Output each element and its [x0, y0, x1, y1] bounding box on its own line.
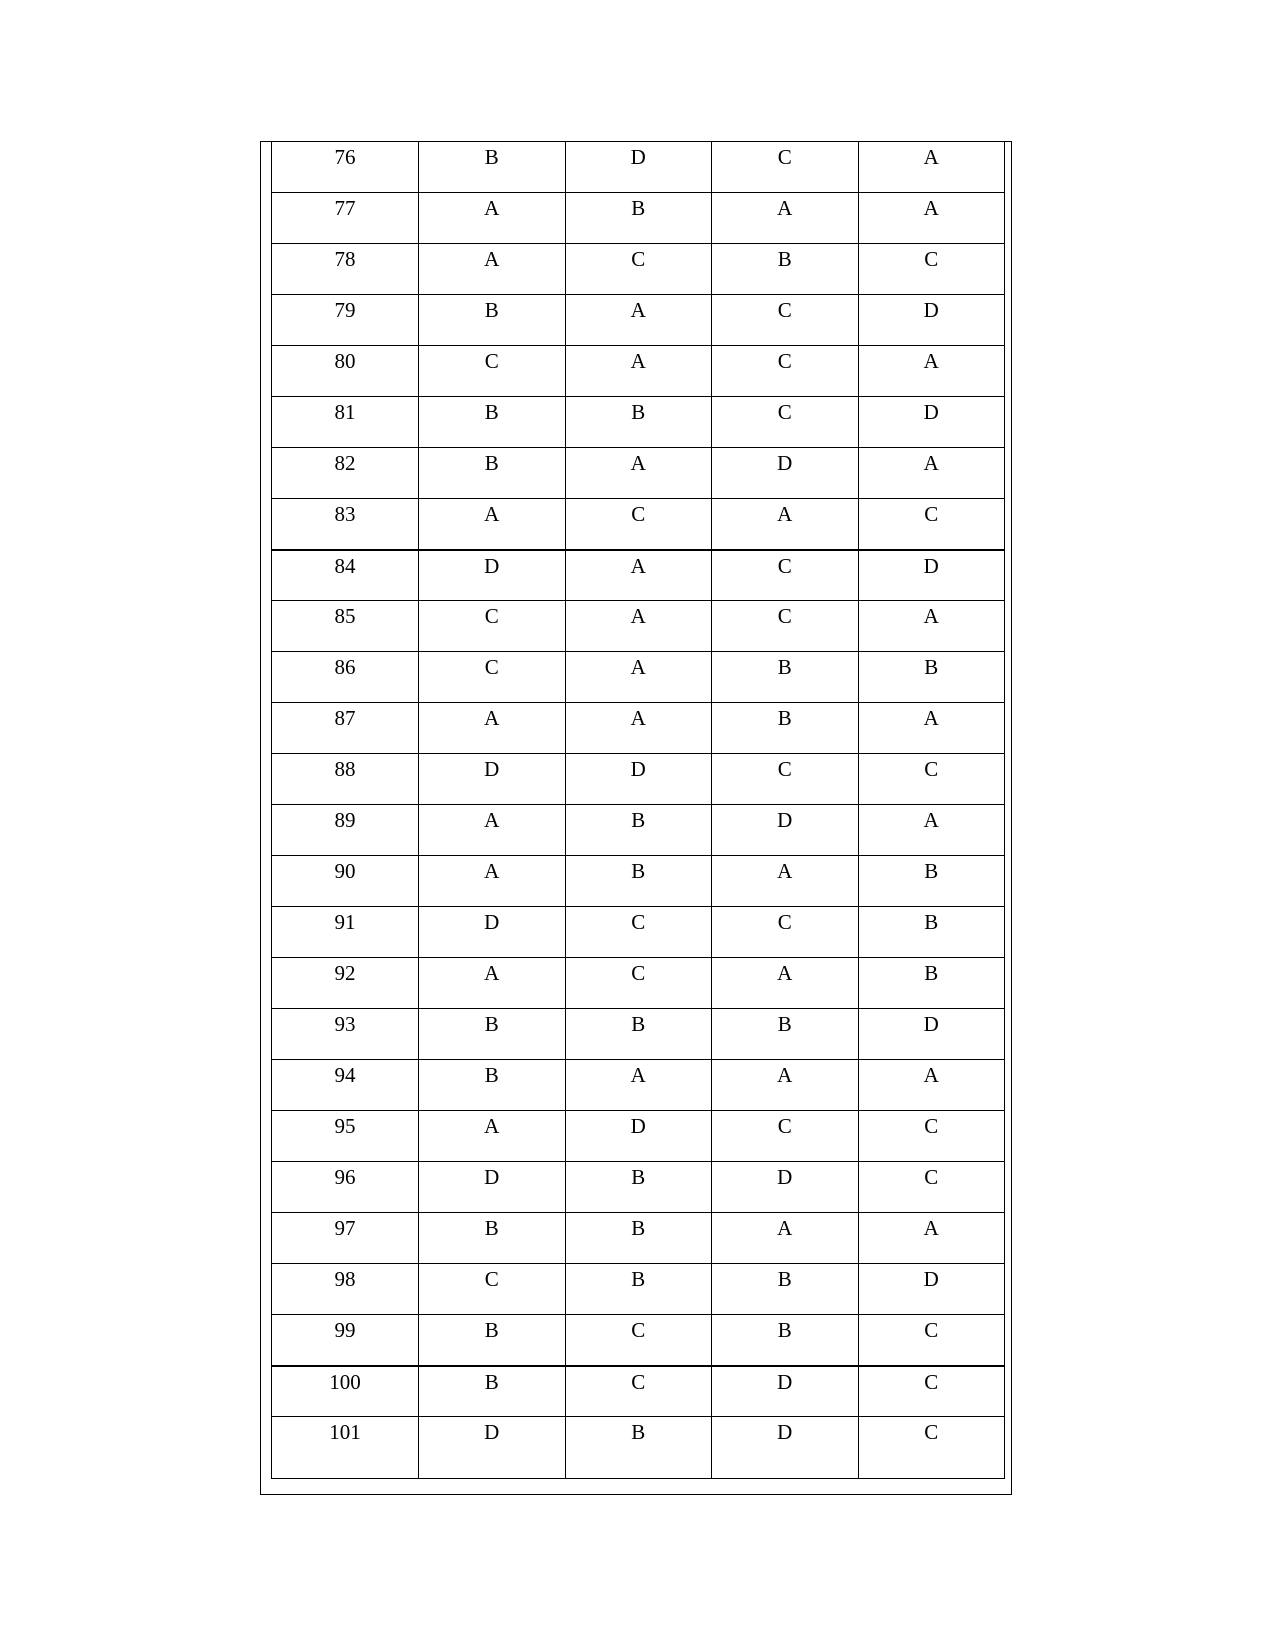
- table-row: [272, 652, 1005, 703]
- question-number-cell: 78: [272, 244, 419, 295]
- answer-cell: C: [712, 907, 859, 958]
- answer-cell: B: [858, 652, 1005, 703]
- question-number-cell: 80: [272, 346, 419, 397]
- answer-key-body: [272, 142, 1005, 1479]
- answer-cell: B: [565, 1009, 712, 1060]
- answer-cell: D: [712, 805, 859, 856]
- question-number-cell: 87: [272, 703, 419, 754]
- answer-cell: D: [419, 907, 566, 958]
- answer-cell: D: [858, 1264, 1005, 1315]
- table-row: [272, 1315, 1005, 1366]
- answer-cell: C: [712, 550, 859, 601]
- answer-cell: A: [858, 142, 1005, 193]
- question-number-cell: 92: [272, 958, 419, 1009]
- answer-cell: C: [565, 499, 712, 550]
- question-number-cell: 99: [272, 1315, 419, 1366]
- answer-cell: B: [858, 856, 1005, 907]
- answer-cell: B: [419, 142, 566, 193]
- table-row: [272, 1264, 1005, 1315]
- question-number-cell: 96: [272, 1162, 419, 1213]
- answer-cell: B: [712, 703, 859, 754]
- answer-cell: A: [858, 601, 1005, 652]
- answer-cell: B: [419, 1009, 566, 1060]
- answer-cell: D: [712, 1417, 859, 1479]
- answer-cell: C: [858, 499, 1005, 550]
- question-number-cell: 79: [272, 295, 419, 346]
- table-row: [272, 703, 1005, 754]
- answer-cell: B: [712, 244, 859, 295]
- answer-cell: B: [712, 1315, 859, 1366]
- answer-cell: B: [419, 448, 566, 499]
- answer-cell: C: [712, 601, 859, 652]
- answer-key-table: [271, 141, 1005, 1479]
- answer-cell: A: [565, 601, 712, 652]
- answer-cell: D: [565, 1111, 712, 1162]
- question-number-cell: 95: [272, 1111, 419, 1162]
- table-row: [272, 601, 1005, 652]
- table-row: [272, 1162, 1005, 1213]
- answer-cell: B: [419, 1315, 566, 1366]
- answer-cell: C: [565, 958, 712, 1009]
- table-row: [272, 1009, 1005, 1060]
- answer-cell: B: [858, 958, 1005, 1009]
- question-number-cell: 89: [272, 805, 419, 856]
- answer-cell: A: [565, 703, 712, 754]
- answer-cell: C: [858, 1162, 1005, 1213]
- table-row: [272, 856, 1005, 907]
- answer-cell: B: [565, 193, 712, 244]
- answer-cell: A: [419, 703, 566, 754]
- answer-cell: B: [712, 1264, 859, 1315]
- answer-cell: C: [712, 1111, 859, 1162]
- answer-cell: A: [858, 193, 1005, 244]
- question-number-cell: 85: [272, 601, 419, 652]
- answer-cell: B: [565, 856, 712, 907]
- table-row: [272, 397, 1005, 448]
- answer-cell: C: [858, 1111, 1005, 1162]
- question-number-cell: 90: [272, 856, 419, 907]
- answer-cell: A: [419, 958, 566, 1009]
- answer-cell: C: [565, 907, 712, 958]
- answer-cell: D: [858, 397, 1005, 448]
- answer-cell: B: [419, 1366, 566, 1417]
- answer-cell: D: [419, 550, 566, 601]
- answer-cell: D: [858, 295, 1005, 346]
- answer-cell: B: [565, 805, 712, 856]
- answer-cell: A: [565, 1060, 712, 1111]
- answer-cell: A: [712, 1213, 859, 1264]
- table-row: [272, 550, 1005, 601]
- answer-cell: A: [565, 295, 712, 346]
- answer-cell: D: [712, 1366, 859, 1417]
- question-number-cell: 91: [272, 907, 419, 958]
- answer-cell: A: [858, 346, 1005, 397]
- answer-cell: D: [858, 550, 1005, 601]
- question-number-cell: 77: [272, 193, 419, 244]
- answer-cell: A: [565, 346, 712, 397]
- question-number-cell: 94: [272, 1060, 419, 1111]
- table-row: [272, 907, 1005, 958]
- answer-cell: D: [858, 1009, 1005, 1060]
- table-row: [272, 1213, 1005, 1264]
- answer-cell: A: [419, 1111, 566, 1162]
- answer-cell: B: [858, 907, 1005, 958]
- answer-cell: B: [565, 1213, 712, 1264]
- question-number-cell: 88: [272, 754, 419, 805]
- answer-cell: A: [565, 652, 712, 703]
- question-number-cell: 82: [272, 448, 419, 499]
- table-row: [272, 346, 1005, 397]
- answer-cell: A: [712, 193, 859, 244]
- table-row: [272, 193, 1005, 244]
- answer-cell: A: [712, 856, 859, 907]
- answer-cell: C: [712, 754, 859, 805]
- answer-cell: C: [858, 244, 1005, 295]
- table-row: [272, 448, 1005, 499]
- question-number-cell: 86: [272, 652, 419, 703]
- answer-cell: A: [419, 856, 566, 907]
- answer-cell: B: [565, 1162, 712, 1213]
- answer-cell: C: [712, 295, 859, 346]
- answer-cell: A: [712, 958, 859, 1009]
- answer-cell: C: [712, 346, 859, 397]
- answer-cell: A: [858, 703, 1005, 754]
- table-row: [272, 295, 1005, 346]
- answer-cell: A: [858, 1213, 1005, 1264]
- answer-cell: B: [419, 1060, 566, 1111]
- answer-cell: D: [419, 754, 566, 805]
- answer-cell: B: [565, 1264, 712, 1315]
- table-row: [272, 1111, 1005, 1162]
- answer-cell: C: [858, 754, 1005, 805]
- answer-cell: D: [419, 1417, 566, 1479]
- answer-cell: C: [419, 601, 566, 652]
- answer-cell: A: [858, 1060, 1005, 1111]
- question-number-cell: 93: [272, 1009, 419, 1060]
- table-row: [272, 754, 1005, 805]
- answer-cell: B: [712, 652, 859, 703]
- answer-cell: C: [858, 1315, 1005, 1366]
- answer-cell: D: [419, 1162, 566, 1213]
- table-row: [272, 244, 1005, 295]
- answer-cell: B: [419, 1213, 566, 1264]
- answer-cell: D: [565, 142, 712, 193]
- question-number-cell: 101: [272, 1417, 419, 1479]
- answer-cell: A: [858, 448, 1005, 499]
- answer-cell: A: [565, 448, 712, 499]
- answer-cell: A: [419, 499, 566, 550]
- answer-cell: A: [858, 805, 1005, 856]
- question-number-cell: 98: [272, 1264, 419, 1315]
- answer-cell: A: [712, 1060, 859, 1111]
- question-number-cell: 76: [272, 142, 419, 193]
- answer-cell: D: [712, 1162, 859, 1213]
- answer-cell: A: [419, 805, 566, 856]
- table-row: [272, 142, 1005, 193]
- answer-cell: C: [858, 1417, 1005, 1479]
- answer-cell: C: [712, 397, 859, 448]
- question-number-cell: 84: [272, 550, 419, 601]
- answer-cell: B: [419, 397, 566, 448]
- answer-cell: B: [565, 1417, 712, 1479]
- answer-cell: A: [419, 244, 566, 295]
- question-number-cell: 81: [272, 397, 419, 448]
- answer-cell: C: [419, 346, 566, 397]
- question-number-cell: 83: [272, 499, 419, 550]
- answer-cell: D: [565, 754, 712, 805]
- answer-cell: A: [712, 499, 859, 550]
- answer-cell: C: [565, 1366, 712, 1417]
- answer-cell: C: [712, 142, 859, 193]
- table-row: [272, 1060, 1005, 1111]
- answer-cell: C: [419, 652, 566, 703]
- answer-cell: A: [565, 550, 712, 601]
- answer-cell: B: [565, 397, 712, 448]
- table-row: [272, 958, 1005, 1009]
- answer-cell: C: [419, 1264, 566, 1315]
- answer-cell: B: [712, 1009, 859, 1060]
- table-row: [272, 805, 1005, 856]
- answer-cell: D: [712, 448, 859, 499]
- question-number-cell: 97: [272, 1213, 419, 1264]
- answer-cell: C: [565, 244, 712, 295]
- question-number-cell: 100: [272, 1366, 419, 1417]
- table-row: [272, 1417, 1005, 1479]
- table-row: [272, 499, 1005, 550]
- answer-cell: B: [419, 295, 566, 346]
- table-row: [272, 1366, 1005, 1417]
- answer-cell: A: [419, 193, 566, 244]
- answer-cell: C: [565, 1315, 712, 1366]
- answer-cell: C: [858, 1366, 1005, 1417]
